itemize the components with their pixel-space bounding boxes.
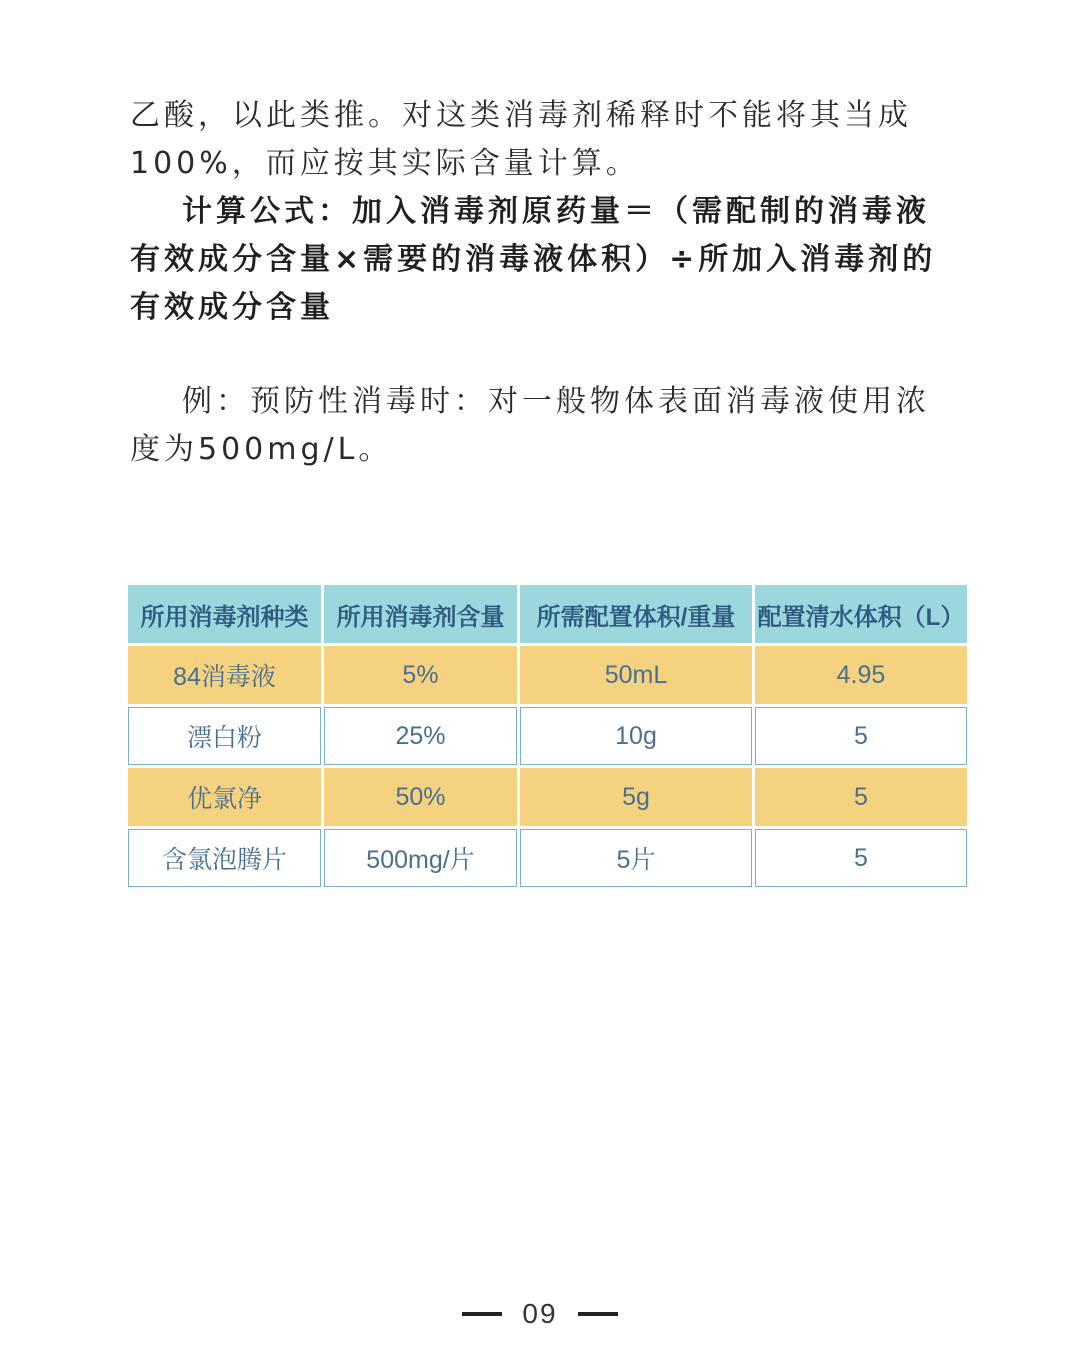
table-row	[128, 768, 967, 826]
table-row	[128, 707, 967, 765]
cell-water: 4.95	[755, 646, 967, 704]
header-disinfectant-content: 所用消毒剂含量	[324, 585, 517, 643]
cell-volume: 5片	[520, 829, 752, 887]
cell-volume: 50mL	[520, 646, 752, 704]
header-water-volume: 配置清水体积（L）	[755, 585, 967, 643]
cell-type: 漂白粉	[128, 707, 321, 765]
table-row	[128, 646, 967, 704]
cell-type: 84消毒液	[128, 646, 321, 704]
cell-volume: 5g	[520, 768, 752, 826]
example-paragraph: 例：预防性消毒时：对一般物体表面消毒液使用浓度为500mg/L。	[130, 384, 930, 467]
table-header-row	[128, 585, 967, 643]
cell-water: 5	[755, 829, 967, 887]
cell-type: 含氯泡腾片	[128, 829, 321, 887]
formula-paragraph: 计算公式：加入消毒剂原药量＝（需配制的消毒液有效成分含量×需要的消毒液体积）÷所加入消毒剂的有效成分含量	[130, 194, 937, 325]
cell-water: 5	[755, 768, 967, 826]
cell-type: 优氯净	[128, 768, 321, 826]
cell-content: 25%	[324, 707, 517, 765]
cell-content: 50%	[324, 768, 517, 826]
page-footer	[0, 1292, 1080, 1336]
footer-left-dash	[462, 1312, 502, 1316]
cell-content: 5%	[324, 646, 517, 704]
table-row	[128, 829, 967, 887]
cell-water: 5	[755, 707, 967, 765]
cell-volume: 10g	[520, 707, 752, 765]
header-disinfectant-type: 所用消毒剂种类	[128, 585, 321, 643]
cell-content: 500mg/片	[324, 829, 517, 887]
footer-right-dash	[578, 1312, 618, 1316]
header-required-volume: 所需配置体积/重量	[520, 585, 752, 643]
page-number: 09	[522, 1298, 558, 1329]
disinfectant-dilution-table	[125, 582, 970, 890]
intro-paragraph: 乙酸，以此类推。对这类消毒剂稀释时不能将其当成100%，而应按其实际含量计算。	[130, 98, 912, 181]
